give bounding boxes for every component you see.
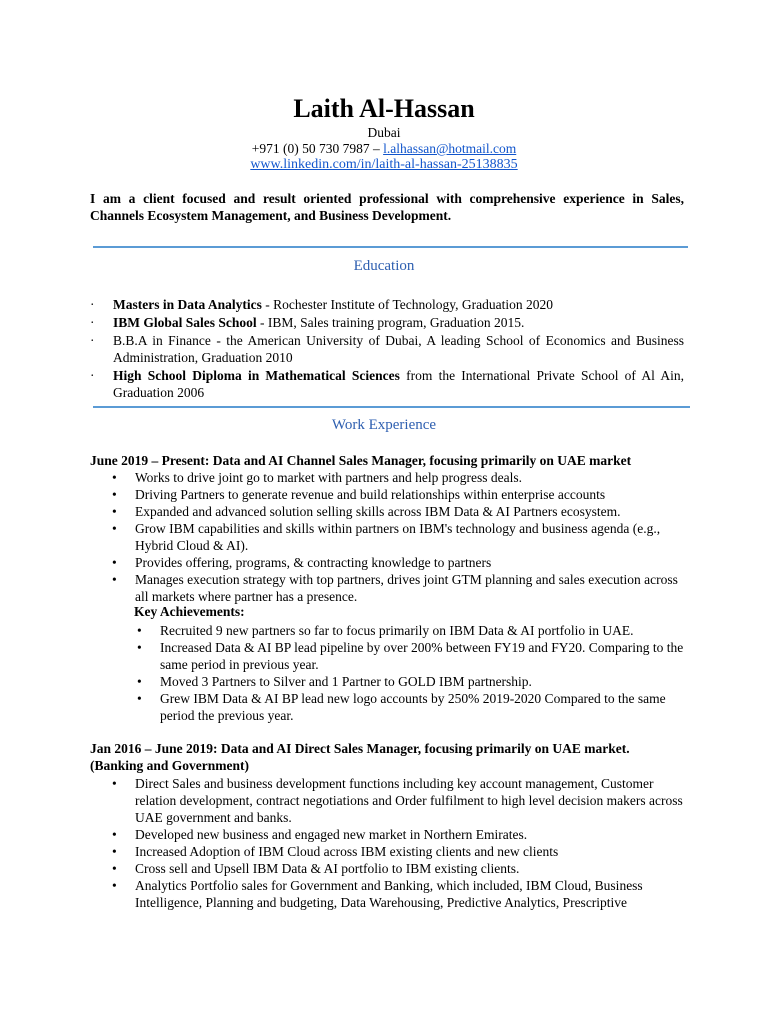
education-item xyxy=(90,314,684,331)
education-item xyxy=(90,367,684,401)
bullet-marker: · xyxy=(90,368,95,383)
list-item: • Analytics Portfolio sales for Government and Banking, which included, IBM Cloud, Business Intelligence, Planning and budgeting, Data Warehousing, Predictive Analytics, Prescriptive xyxy=(112,877,684,911)
key-achievements-list xyxy=(137,622,684,724)
key-achievements-label: Key Achievements: xyxy=(134,604,245,619)
phone-number: +971 (0) 50 730 7987 – xyxy=(251,141,384,156)
professional-summary: I am a client focused and result oriented professional with comprehensive experience in Sales, Channels Ecosystem Management, and Business Development. xyxy=(90,191,684,223)
bullet-marker: · xyxy=(90,333,95,348)
list-item: • Increased Data & AI BP lead pipeline by over 200% between FY19 and FY20. Comparing to the same period in previous year. xyxy=(137,639,684,673)
degree-detail: - Rochester Institute of Technology, Graduation 2020 xyxy=(261,297,553,312)
degree-name: High School Diploma in Mathematical Sciences xyxy=(113,368,400,383)
divider xyxy=(93,406,690,408)
bullet-marker: · xyxy=(90,297,95,312)
list-item: • Works to drive joint go to market with partners and help progress deals. xyxy=(112,469,684,486)
contact-line xyxy=(0,140,768,157)
linkedin-link[interactable]: www.linkedin.com/in/laith-al-hassan-25138835 xyxy=(250,157,518,172)
divider xyxy=(93,246,688,248)
job-heading: June 2019 – Present: Data and AI Channel Sales Manager, focusing primarily on UAE market xyxy=(90,453,632,468)
degree-name: Masters in Data Analytics xyxy=(113,297,262,312)
list-item: • Provides offering, programs, & contracting knowledge to partners xyxy=(112,554,684,571)
location: Dubai xyxy=(367,125,401,140)
list-item: • Direct Sales and business development functions including key account management, Customer relation development, contract negotiations and Order fulfilment to high level decision makers across UAE government and banks. xyxy=(112,775,684,826)
list-item: • Grew IBM Data & AI BP lead new logo accounts by 250% 2019-2020 Compared to the same period the previous year. xyxy=(137,690,684,724)
list-item: • Developed new business and engaged new market in Northern Emirates. xyxy=(112,826,684,843)
linkedin-link-row xyxy=(0,156,768,173)
job-responsibilities xyxy=(112,775,684,911)
list-item: • Driving Partners to generate revenue and build relationships within enterprise accounts xyxy=(112,486,684,503)
education-item xyxy=(90,332,684,366)
list-item: • Expanded and advanced solution selling skills across IBM Data & AI Partners ecosystem. xyxy=(112,503,684,520)
job-heading: Jan 2016 – June 2019: Data and AI Direct Sales Manager, focusing primarily on UAE market. (Banking and Government) xyxy=(90,741,630,773)
list-item: • Manages execution strategy with top partners, drives joint GTM planning and sales execution across all markets where partner has a presence. xyxy=(112,571,684,605)
list-item: • Cross sell and Upsell IBM Data & AI portfolio to IBM existing clients. xyxy=(112,860,684,877)
degree-detail: from the International Private School of Al Ain, Graduation 2006 xyxy=(113,368,684,400)
job-responsibilities xyxy=(112,469,684,605)
degree-name: IBM Global Sales School xyxy=(113,315,257,330)
work-experience-heading: Work Experience xyxy=(331,417,437,433)
list-item: • Increased Adoption of IBM Cloud across IBM existing clients and new clients xyxy=(112,843,684,860)
list-item: • Moved 3 Partners to Silver and 1 Partner to GOLD IBM partnership. xyxy=(137,673,684,690)
list-item: • Grow IBM capabilities and skills within partners on IBM's technology and business agenda (e.g., Hybrid Cloud & AI). xyxy=(112,520,684,554)
degree-detail: - IBM, Sales training program, Graduation 2015. xyxy=(256,315,525,330)
education-heading: Education xyxy=(353,258,415,274)
education-item xyxy=(90,296,684,313)
bullet-marker: · xyxy=(90,315,95,330)
email-link[interactable]: l.alhassan@hotmail.com xyxy=(383,141,517,156)
list-item: • Recruited 9 new partners so far to focus primarily on IBM Data & AI portfolio in UAE. xyxy=(137,622,684,639)
candidate-name: Laith Al-Hassan xyxy=(293,94,475,123)
degree-detail: B.B.A in Finance - the American University of Dubai, A leading School of Economics and Business Administration, Graduation 2010 xyxy=(113,333,684,365)
